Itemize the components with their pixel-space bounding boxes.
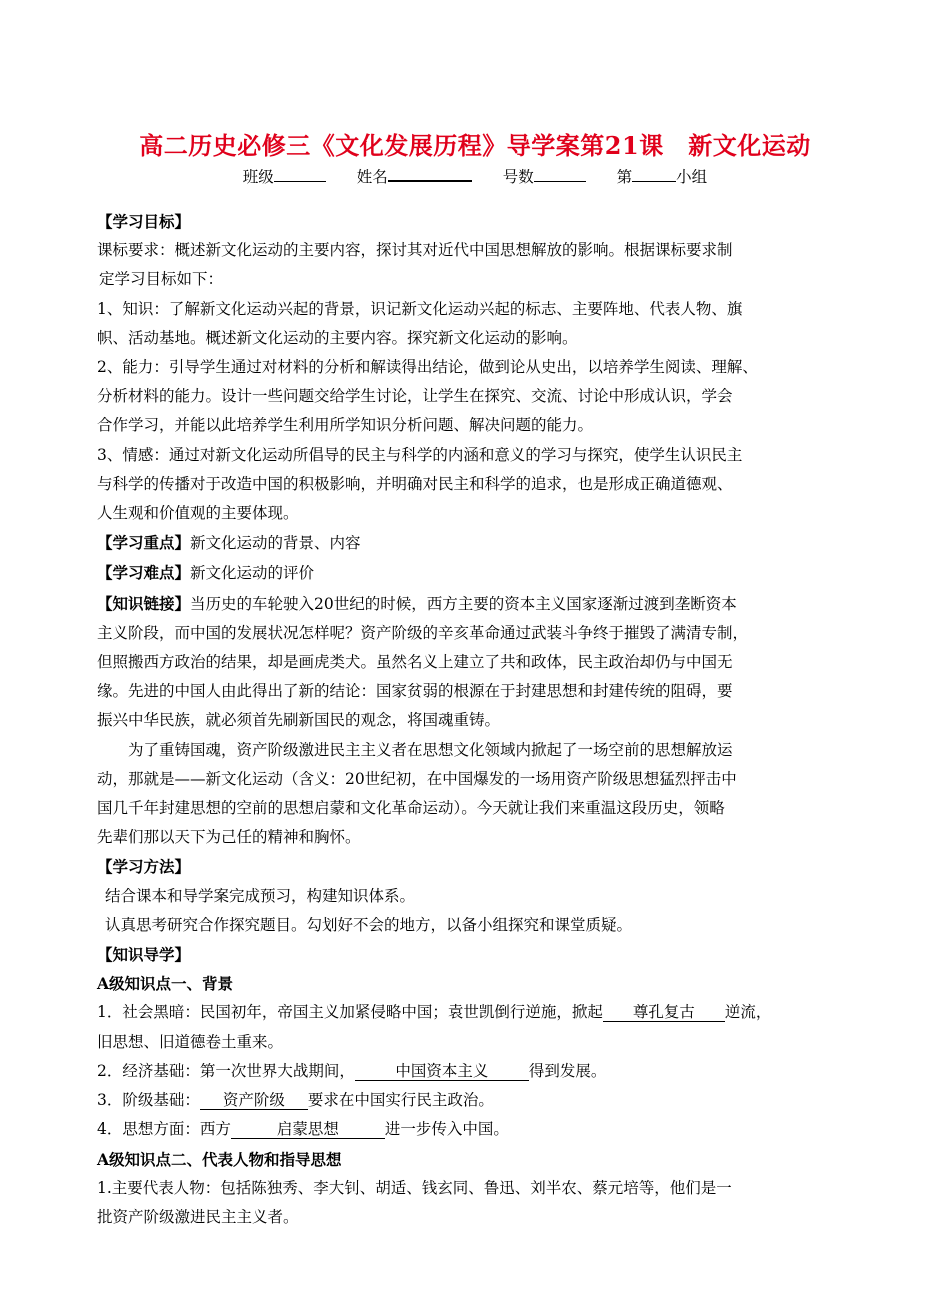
link-line1 bbox=[97, 589, 853, 619]
goals-ability-line1: 2、能力：引导学生通过对材料的分析和解读得出结论，做到论从史出，以培养学生阅读、理解、 bbox=[97, 358, 758, 377]
link-line4: 缘。先进的中国人由此得出了新的结论：国家贫弱的根源在于封建思想和封建传统的阻碍，要 bbox=[97, 682, 733, 701]
method-heading: 【学习方法】 bbox=[97, 857, 191, 877]
student-info-line bbox=[97, 164, 853, 189]
link-line3: 但照搬西方政治的结果，却是画虎类犬。虽然名义上建立了共和政体，民主政治却仍与中国无 bbox=[97, 653, 733, 672]
q1-prefix: 1．社会黑暗：民国初年，帝国主义加紧侵略中国；袁世凯倒行逆施，掀起 bbox=[97, 1003, 603, 1022]
q4-prefix: 4．思想方面：西方 bbox=[97, 1120, 231, 1139]
goals-heading: 【学习目标】 bbox=[97, 212, 191, 231]
name-blank[interactable] bbox=[388, 164, 472, 182]
focus-text: 新文化运动的背景、内容 bbox=[190, 534, 361, 553]
q2-answer: 中国资本主义 bbox=[355, 1062, 529, 1081]
difficulty-heading: 【学习难点】 bbox=[97, 563, 191, 583]
goals-emotion-line2: 与科学的传播对于改造中国的积极影响，并明确对民主和科学的追求，也是形成正确道德观、 bbox=[97, 474, 733, 493]
q2-suffix: 得到发展。 bbox=[528, 1061, 607, 1080]
link-p2-line3: 国几千年封建思想的空前的思想启蒙和文化革命运动）。今天就让我们来重温这段历史，领略 bbox=[97, 799, 725, 818]
guide-a1-heading: A级知识点一、背景 bbox=[97, 974, 234, 994]
goals-knowledge-line2: 帜、活动基地。概述新文化运动的主要内容。探究新文化运动的影响。 bbox=[97, 328, 578, 347]
q2-prefix: 2．经济基础：第一次世界大战期间， bbox=[97, 1061, 355, 1080]
guide-q1-line2: 旧思想、旧道德卷土重来。 bbox=[97, 1032, 284, 1051]
goals-standard-line1: 课标要求：概述新文化运动的主要内容，探讨其对近代中国思想解放的影响。根据课标要求制 bbox=[97, 241, 733, 260]
focus-heading: 【学习重点】 bbox=[97, 533, 191, 553]
group-blank[interactable] bbox=[632, 165, 676, 182]
group-suffix: 小组 bbox=[676, 168, 708, 186]
goals-knowledge-line1: 1、知识：了解新文化运动兴起的背景，识记新文化运动兴起的标志、主要阵地、代表人物、旗 bbox=[97, 299, 743, 318]
link-text: 当历史的车轮驶入20世纪的时候，西方主要的资本主义国家逐渐过渡到垄断资本 bbox=[190, 594, 737, 613]
q1-suffix: 逆流， bbox=[724, 1003, 772, 1022]
guide-a2-heading: A级知识点二、代表人物和指导思想 bbox=[97, 1149, 342, 1169]
q3-answer: 资产阶级 bbox=[200, 1091, 308, 1110]
focus-paragraph bbox=[97, 528, 853, 558]
difficulty-paragraph bbox=[97, 558, 853, 588]
q4-suffix: 进一步传入中国。 bbox=[384, 1120, 509, 1139]
group-prefix: 第 bbox=[616, 168, 633, 186]
difficulty-text: 新文化运动的评价 bbox=[190, 564, 315, 583]
link-line5: 振兴中华民族，就必须首先刷新国民的观念，将国魂重铸。 bbox=[97, 711, 501, 730]
method-line1: 结合课本和导学案完成预习，构建知识体系。 bbox=[105, 886, 416, 905]
link-heading: 【知识链接】 bbox=[97, 593, 191, 613]
number-blank[interactable] bbox=[534, 165, 586, 182]
q1-answer: 尊孔复古 bbox=[603, 1003, 725, 1022]
class-label: 班级 bbox=[242, 168, 274, 186]
guide-q4 bbox=[97, 1115, 853, 1144]
number-label: 号数 bbox=[502, 168, 534, 186]
q3-prefix: 3．阶级基础： bbox=[97, 1091, 200, 1110]
goals-emotion-line3: 人生观和价值观的主要体现。 bbox=[97, 504, 299, 523]
guide-heading: 【知识导学】 bbox=[97, 945, 191, 965]
page-title: 高二历史必修三《文化发展历程》导学案第21课 新文化运动 bbox=[139, 131, 811, 160]
method-line2: 认真思考研究合作探究题目。勾划好不会的地方，以备小组探究和课堂质疑。 bbox=[105, 915, 633, 934]
goals-emotion-line1: 3、情感：通过对新文化运动所倡导的民主与科学的内涵和意义的学习与探究，使学生认识民主 bbox=[97, 445, 743, 464]
link-p2-line2: 动，那就是——新文化运动（含义：20世纪初，在中国爆发的一场用资产阶级思想猛烈抨击中 bbox=[97, 769, 737, 788]
class-blank[interactable] bbox=[274, 165, 326, 182]
guide-r1-line2: 批资产阶级激进民主主义者。 bbox=[97, 1207, 299, 1226]
goals-standard-line2: 定学习目标如下： bbox=[99, 270, 224, 289]
q3-suffix: 要求在中国实行民主政治。 bbox=[307, 1091, 494, 1110]
goals-ability-line3: 合作学习，并能以此培养学生利用所学知识分析问题、解决问题的能力。 bbox=[97, 416, 594, 435]
guide-q1-line1 bbox=[97, 998, 853, 1027]
link-line2: 主义阶段，而中国的发展状况怎样呢？资产阶级的辛亥革命通过武装斗争终于摧毁了满清专制， bbox=[97, 623, 749, 642]
q4-answer: 启蒙思想 bbox=[231, 1120, 385, 1139]
link-p2-line1: 为了重铸国魂，资产阶级激进民主主义者在思想文化领域内掀起了一场空前的思想解放运 bbox=[128, 740, 733, 759]
name-label: 姓名 bbox=[356, 168, 388, 186]
guide-q3 bbox=[97, 1086, 853, 1115]
link-p2-line4: 先辈们那以天下为己任的精神和胸怀。 bbox=[97, 828, 361, 847]
guide-r1-line1: 1.主要代表人物：包括陈独秀、李大钊、胡适、钱玄同、鲁迅、刘半农、蔡元培等，他们是一 bbox=[97, 1178, 732, 1197]
document-page bbox=[97, 128, 853, 1232]
goals-ability-line2: 分析材料的能力。设计一些问题交给学生讨论，让学生在探究、交流、讨论中形成认识，学会 bbox=[97, 387, 733, 406]
guide-q2 bbox=[97, 1057, 853, 1086]
